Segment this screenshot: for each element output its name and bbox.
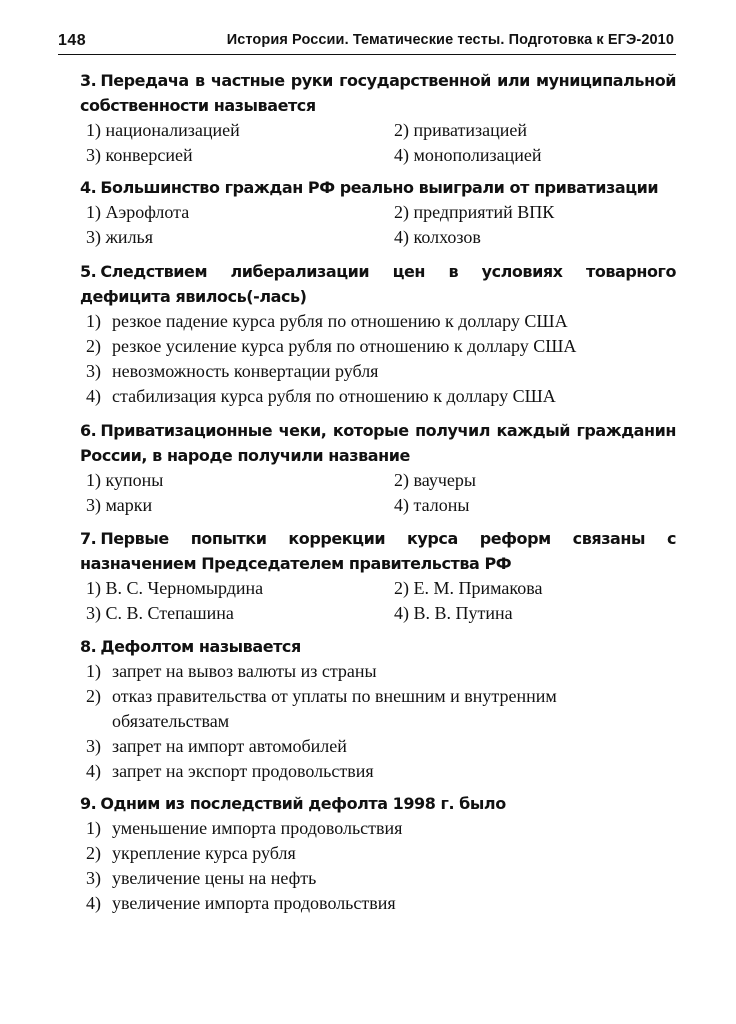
question-stem: Следствием либерализации цен в условиях товарного дефицита явилось(-лась) (80, 262, 676, 306)
option-1: 1) резкое падение курса рубля по отношению к доллару США (86, 311, 568, 331)
answer-options (86, 118, 676, 168)
option-2: 2) отказ правительства от уплаты по внешним и внутренним обязательствам (86, 686, 557, 731)
option-1: 1) национализацией (86, 120, 240, 140)
question-text (80, 259, 676, 309)
question-text (80, 418, 676, 468)
question-text (80, 175, 676, 200)
option-2: 2) приватизацией (394, 120, 528, 140)
question-stem: Одним из последствий дефолта 1998 г. было (100, 794, 506, 813)
question-stem: Большинство граждан РФ реально выиграли от приватизации (100, 178, 659, 197)
option-3: 3) невозможность конвертации рубля (86, 361, 379, 381)
answer-options (86, 309, 676, 409)
question-8 (80, 634, 676, 784)
option-3: 3) жилья (86, 227, 154, 247)
question-stem: Приватизационные чеки, которые получил каждый гражданин России, в народе получили название (80, 421, 676, 465)
question-number: 5. (80, 262, 97, 281)
option-1: 1) купоны (86, 470, 164, 490)
option-2: 2) ваучеры (394, 470, 476, 490)
question-text (80, 791, 676, 816)
question-stem: Первые попытки коррекции курса реформ связаны с назначением Председателем правительства РФ (80, 529, 676, 573)
option-1: 1) В. С. Черномырдина (86, 578, 264, 598)
option-3: 3) С. В. Степашина (86, 603, 234, 623)
question-6 (80, 418, 676, 518)
option-4: 4) талоны (394, 495, 470, 515)
option-1: 1) Аэрофлота (86, 202, 190, 222)
option-2: 2) предприятий ВПК (394, 202, 555, 222)
option-4: 4) стабилизация курса рубля по отношению к доллару США (86, 386, 556, 406)
page-header (58, 30, 676, 55)
answer-options (86, 816, 676, 916)
option-3: 3) увеличение цены на нефть (86, 868, 317, 888)
answer-options (86, 659, 676, 784)
question-text (80, 634, 676, 659)
question-number: 8. (80, 637, 97, 656)
question-number: 6. (80, 421, 97, 440)
answer-options (86, 200, 676, 250)
option-4: 4) колхозов (394, 227, 481, 247)
question-number: 9. (80, 794, 97, 813)
question-number: 4. (80, 178, 97, 197)
option-4: 4) увеличение импорта продовольствия (86, 893, 396, 913)
question-stem: Передача в частные руки государственной или муниципальной собственности называется (80, 71, 676, 115)
option-4: 4) монополизацией (394, 145, 542, 165)
option-3: 3) марки (86, 495, 153, 515)
question-stem: Дефолтом называется (100, 637, 301, 656)
question-3 (80, 68, 676, 168)
question-text (80, 68, 676, 118)
question-4 (80, 175, 676, 250)
answer-options (86, 576, 676, 626)
question-9 (80, 791, 676, 916)
option-2: 2) резкое усиление курса рубля по отношению к доллару США (86, 336, 577, 356)
option-2: 2) Е. М. Примакова (394, 578, 543, 598)
question-number: 3. (80, 71, 97, 90)
option-4: 4) В. В. Путина (394, 603, 513, 623)
answer-options (86, 468, 676, 518)
option-4: 4) запрет на экспорт продовольствия (86, 761, 374, 781)
option-1: 1) уменьшение импорта продовольствия (86, 818, 403, 838)
option-3: 3) конверсией (86, 145, 193, 165)
running-title: История России. Тематические тесты. Подготовка к ЕГЭ-2010 (226, 32, 674, 48)
question-number: 7. (80, 529, 97, 548)
question-7 (80, 526, 676, 626)
page-number: 148 (58, 32, 87, 49)
option-1: 1) запрет на вывоз валюты из страны (86, 661, 377, 681)
question-5 (80, 259, 676, 409)
option-3: 3) запрет на импорт автомобилей (86, 736, 347, 756)
question-text (80, 526, 676, 576)
option-2: 2) укрепление курса рубля (86, 843, 296, 863)
